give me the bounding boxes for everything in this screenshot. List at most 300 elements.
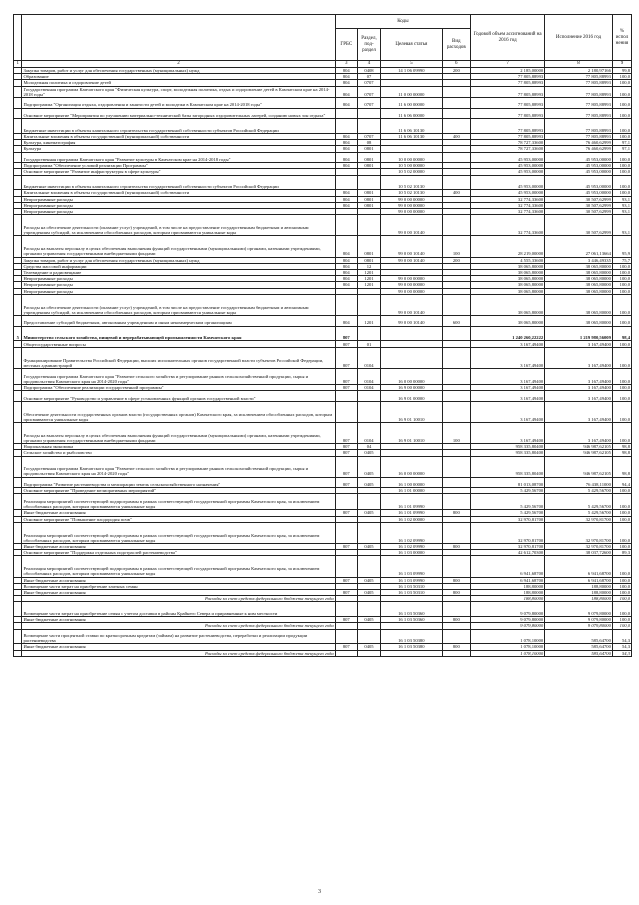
row-pct-cell: 98,8 bbox=[612, 444, 631, 450]
row-cs-cell: 16 1 03 09990 bbox=[381, 556, 442, 577]
row-razdel-cell: 0104 bbox=[357, 422, 380, 443]
row-razdel-cell: 0707 bbox=[357, 134, 380, 140]
row-fact-cell: 32 970,81700 bbox=[545, 543, 613, 549]
row-razdel-cell: 04 bbox=[357, 444, 380, 450]
row-razdel-cell: 0707 bbox=[357, 98, 380, 109]
row-vr-cell: 100 bbox=[442, 236, 471, 257]
row-fact-cell: 38 065,80000 bbox=[545, 316, 613, 327]
row-razdel-cell: 1201 bbox=[357, 276, 380, 282]
row-pct-cell: 100,0 bbox=[612, 190, 631, 196]
row-vr-cell bbox=[442, 477, 471, 488]
row-grbs-cell: 807 bbox=[335, 589, 357, 595]
table-row bbox=[14, 494, 632, 510]
col-num-7: 7 bbox=[471, 61, 545, 68]
row-plan-cell: 45 953,00000 bbox=[471, 175, 545, 190]
row-fact-cell: 946 987,62105 bbox=[545, 456, 613, 477]
row-plan-cell: 77 805,88993 bbox=[471, 108, 545, 119]
row-plan-cell: 3 167,49400 bbox=[471, 401, 545, 422]
row-plan-cell: 77 805,88993 bbox=[471, 119, 545, 134]
row-fact-cell: 6 941,68700 bbox=[545, 577, 613, 583]
row-name-cell: Непрограммные расходы bbox=[22, 282, 335, 288]
row-fact-cell: 9 079,80000 bbox=[545, 602, 613, 617]
row-fact-cell: 188,80000 bbox=[545, 583, 613, 589]
row-grbs-cell: 807 bbox=[335, 369, 357, 385]
row-cs-cell: 16 1 02 09990 bbox=[381, 522, 442, 543]
row-name-cell: Непрограммные расходы bbox=[22, 288, 335, 294]
row-grbs-cell: 807 bbox=[335, 450, 357, 456]
row-fact-cell: 30 507,62999 bbox=[545, 209, 613, 215]
row-name-cell: Закупка товаров, работ и услуг для обеспечения государственных (муниципальных) нужд bbox=[22, 257, 335, 263]
row-pct-cell: 97,1 bbox=[612, 146, 631, 152]
row-grbs-cell: 804 bbox=[335, 196, 357, 202]
row-number-cell bbox=[14, 650, 22, 656]
table-row bbox=[14, 369, 632, 385]
row-fact-cell: 77 805,88993 bbox=[545, 108, 613, 119]
row-cs-cell: 16 1 00 00000 bbox=[381, 477, 442, 488]
table-row bbox=[14, 456, 632, 477]
row-grbs-cell: 807 bbox=[335, 347, 357, 368]
row-name-cell: Реализация мероприятий соответствующей подпрограммы в рамках соответствующей государственной программы Камчатского края, за исключением обособленных расходов, которым присваиваются уникальные коды bbox=[22, 494, 335, 510]
row-fact-cell: 3 446,49335 bbox=[545, 257, 613, 263]
row-grbs-cell bbox=[335, 556, 357, 577]
table-row bbox=[14, 401, 632, 422]
row-cs-cell: 99 0 00 00000 bbox=[381, 209, 442, 215]
row-cs-cell: 99 0 00 00000 bbox=[381, 288, 442, 294]
row-pct-cell: 75,7 bbox=[612, 257, 631, 263]
row-pct-cell: 100,0 bbox=[612, 108, 631, 119]
row-name-cell: Расходы за счет средств федерального бюджета текущего года bbox=[22, 596, 335, 602]
row-grbs-cell: 804 bbox=[335, 236, 357, 257]
row-cs-cell: 16 1 03 50360 bbox=[381, 602, 442, 617]
row-name-cell: Образование bbox=[22, 74, 335, 80]
row-cs-cell: 16 1 03 50360 bbox=[381, 617, 442, 623]
row-plan-cell: 1 078,10000 bbox=[471, 644, 545, 650]
row-name-cell: Возмещение части процентной ставки по краткосрочным кредитам (займам) на развитие растениеводства, переработки и реализации продукции растениеводства bbox=[22, 629, 335, 644]
row-vr-cell bbox=[442, 294, 471, 315]
table-row bbox=[14, 556, 632, 577]
row-name-cell: Подпрограмма "Организация отдыха, оздоровления и занятости детей и молодежи в Камчатском крае на 2014-2018 годы" bbox=[22, 98, 335, 109]
row-name-cell: Основное мероприятие "Повышение плодородия почв" bbox=[22, 516, 335, 522]
row-name-cell: Обеспечение деятельности государственных органов власти (государственных органов) Камчатского края, за исключением обособленных расходов, которым присваиваются уникальные коды bbox=[22, 401, 335, 422]
row-grbs-cell: 804 bbox=[335, 68, 357, 74]
row-pct-cell: 89,3 bbox=[612, 550, 631, 556]
row-name-cell: Реализация мероприятий соответствующей подпрограммы в рамках соответствующей государственной программы Камчатского края, за исключением обособленных расходов, которым присваиваются уникальные коды bbox=[22, 522, 335, 543]
row-cs-cell: 99 0 00 10140 bbox=[381, 257, 442, 263]
row-grbs-cell: 807 bbox=[335, 543, 357, 549]
row-vr-cell: 400 bbox=[442, 134, 471, 140]
row-grbs-cell: 807 bbox=[335, 577, 357, 583]
row-name-cell: Подпрограмма "Обеспечение реализации государственной программы" bbox=[22, 384, 335, 390]
row-name-cell: Государственная программа Камчатского края "Развитие сельского хозяйства и регулирование рынков сельскохозяйственной продукции, сырья и продовольствия Камчатского края на 2014-2020 годы" bbox=[22, 369, 335, 385]
row-pct-cell: 98,8 bbox=[612, 456, 631, 477]
row-plan-cell: 3 167,49400 bbox=[471, 347, 545, 368]
row-number-cell bbox=[14, 401, 22, 422]
row-name-cell: Иные бюджетные ассигнования bbox=[22, 543, 335, 549]
row-name-cell: Иные бюджетные ассигнования bbox=[22, 510, 335, 516]
row-pct-cell: 95,9 bbox=[612, 236, 631, 257]
row-vr-cell bbox=[442, 326, 471, 341]
row-vr-cell bbox=[442, 119, 471, 134]
row-fact-cell: 45 953,00000 bbox=[545, 152, 613, 163]
row-razdel-cell bbox=[357, 326, 380, 341]
row-cs-cell: 10 5 02 00000 bbox=[381, 169, 442, 175]
row-fact-cell: 188,80000 bbox=[545, 589, 613, 595]
row-fact-cell: 45 953,00000 bbox=[545, 190, 613, 196]
row-grbs-cell: 804 bbox=[335, 146, 357, 152]
table-body bbox=[14, 68, 632, 657]
row-vr-cell: 800 bbox=[442, 510, 471, 516]
row-name-cell: Основное мероприятие "Мероприятия по улучшению материально-технической базы загородных оздоровительных лагерей, созданию новых зон отдыха" bbox=[22, 108, 335, 119]
budget-execution-table bbox=[13, 14, 632, 657]
row-cs-cell: 16 0 00 00000 bbox=[381, 456, 442, 477]
row-grbs-cell bbox=[335, 108, 357, 119]
row-fact-cell: 30 507,62999 bbox=[545, 215, 613, 236]
row-razdel-cell: 1201 bbox=[357, 270, 380, 276]
row-razdel-cell bbox=[357, 119, 380, 134]
row-plan-cell: 6 941,68700 bbox=[471, 556, 545, 577]
row-cs-cell: 11 6 06 00000 bbox=[381, 108, 442, 119]
row-grbs-cell: 804 bbox=[335, 163, 357, 169]
row-pct-cell: 100,0 bbox=[612, 341, 631, 347]
row-grbs-cell: 807 bbox=[335, 384, 357, 390]
row-pct-cell: 100,0 bbox=[612, 288, 631, 294]
row-vr-cell bbox=[442, 391, 471, 402]
row-fact-cell: 38 065,80000 bbox=[545, 294, 613, 315]
row-grbs-cell bbox=[335, 494, 357, 510]
row-pct-cell: 100,0 bbox=[612, 169, 631, 175]
row-name-cell: Иные бюджетные ассигнования bbox=[22, 644, 335, 650]
row-pct-cell: 98,8 bbox=[612, 450, 631, 456]
row-fact-cell: 77 805,88993 bbox=[545, 74, 613, 80]
row-pct-cell: 100,0 bbox=[612, 384, 631, 390]
row-fact-cell: 946 987,62105 bbox=[545, 450, 613, 456]
row-plan-cell: 38 065,80000 bbox=[471, 316, 545, 327]
row-grbs-cell bbox=[335, 294, 357, 315]
row-grbs-cell: 804 bbox=[335, 202, 357, 208]
row-number-cell: 5 bbox=[14, 326, 22, 341]
row-fact-cell: 77 805,88993 bbox=[545, 86, 613, 97]
row-name-cell: Реализация мероприятий соответствующей подпрограммы в рамках соответствующей государственной программы Камчатского края, за исключением обособленных расходов, которым присваиваются уникальные коды bbox=[22, 556, 335, 577]
header-pct: % испол нения bbox=[612, 15, 631, 61]
row-grbs-cell: 807 bbox=[335, 644, 357, 650]
row-fact-cell: 3 167,49400 bbox=[545, 347, 613, 368]
row-number-cell bbox=[14, 456, 22, 477]
row-plan-cell: 78 727,33600 bbox=[471, 146, 545, 152]
row-razdel-cell: 0405 bbox=[357, 589, 380, 595]
table-row bbox=[14, 108, 632, 119]
row-plan-cell: 32 774,33600 bbox=[471, 209, 545, 215]
row-pct-cell: 100,0 bbox=[612, 543, 631, 549]
row-razdel-cell: 0801 bbox=[357, 146, 380, 152]
row-pct-cell: 100,0 bbox=[612, 401, 631, 422]
table-row bbox=[14, 119, 632, 134]
row-pct-cell: 100,0 bbox=[612, 556, 631, 577]
row-name-cell: Расходы за счет средств федерального бюджета текущего года bbox=[22, 650, 335, 656]
row-plan-cell: 45 953,00000 bbox=[471, 163, 545, 169]
row-name-cell: Расходы на обеспечение деятельности (оказание услуг) учреждений, в том числе на предоставление государственным бюджетным и автономным учреждениям субсидий, за исключением обособленных расходов, которым присваиваются уникальные коды bbox=[22, 294, 335, 315]
row-pct-cell: 54,3 bbox=[612, 629, 631, 644]
row-pct-cell: 100,0 bbox=[612, 294, 631, 315]
row-number-cell bbox=[14, 215, 22, 236]
row-cs-cell bbox=[381, 650, 442, 656]
row-fact-cell: 76 438,11000 bbox=[545, 477, 613, 488]
row-name-cell: Иные бюджетные ассигнования bbox=[22, 589, 335, 595]
row-plan-cell: 32 970,81700 bbox=[471, 516, 545, 522]
row-name-cell: Бюджетные инвестиции в объекты капитального строительства государственной собственности субъектов Российской Федерации bbox=[22, 175, 335, 190]
row-cs-cell: 10 0 00 00000 bbox=[381, 152, 442, 163]
row-razdel-cell: 01 bbox=[357, 341, 380, 347]
row-plan-cell: 958 335,80400 bbox=[471, 444, 545, 450]
row-cs-cell: 16 9 00 00000 bbox=[381, 384, 442, 390]
row-cs-cell: 16 9 01 00000 bbox=[381, 391, 442, 402]
row-razdel-cell: 0405 bbox=[357, 543, 380, 549]
row-pct-cell: 100,0 bbox=[612, 516, 631, 522]
row-cs-cell: 16 1 02 00000 bbox=[381, 516, 442, 522]
row-fact-cell: 5 429,56700 bbox=[545, 488, 613, 494]
row-razdel-cell bbox=[357, 629, 380, 644]
row-vr-cell bbox=[442, 522, 471, 543]
row-razdel-cell: 07 bbox=[357, 74, 380, 80]
row-vr-cell: 200 bbox=[442, 68, 471, 74]
row-grbs-cell: 807 bbox=[335, 341, 357, 347]
row-grbs-cell: 804 bbox=[335, 134, 357, 140]
row-fact-cell: 3 167,49400 bbox=[545, 401, 613, 422]
row-razdel-cell bbox=[357, 401, 380, 422]
row-razdel-cell bbox=[357, 215, 380, 236]
header-vr: Вид расходов bbox=[442, 29, 471, 61]
row-number-cell bbox=[14, 391, 22, 402]
row-fact-cell: 76 460,62999 bbox=[545, 146, 613, 152]
row-grbs-cell bbox=[335, 401, 357, 422]
row-plan-cell: 9 079,80000 bbox=[471, 617, 545, 623]
page-number: 3 bbox=[318, 889, 321, 895]
row-plan-cell: 32 774,33600 bbox=[471, 202, 545, 208]
row-grbs-cell: 804 bbox=[335, 282, 357, 288]
row-fact-cell: 2 180,97166 bbox=[545, 68, 613, 74]
row-name-cell: Функционирование Правительства Российской Федерации, высших исполнительных органов государственной власти субъектов Российской Федерации, местных администраций bbox=[22, 347, 335, 368]
row-razdel-cell bbox=[357, 294, 380, 315]
row-name-cell: Расходы на обеспечение деятельности (оказание услуг) учреждений, в том числе на предоставление государственным бюджетным и автономным учреждениям субсидий, за исключением обособленных расходов, которым присваиваются уникальные коды bbox=[22, 215, 335, 236]
row-pct-cell: 100,0 bbox=[612, 617, 631, 623]
table-row bbox=[14, 236, 632, 257]
row-razdel-cell: 0801 bbox=[357, 163, 380, 169]
row-pct-cell: 100,0 bbox=[612, 577, 631, 583]
row-name-cell: Молодежная политика и оздоровление детей bbox=[22, 80, 335, 86]
federal-budget-note-row bbox=[14, 650, 632, 656]
row-pct-cell: 100,0 bbox=[612, 596, 631, 602]
row-name-cell: Расходы за счет средств федерального бюджета текущего года bbox=[22, 623, 335, 629]
row-cs-cell: 10 5 02 10130 bbox=[381, 190, 442, 196]
row-pct-cell: 100,0 bbox=[612, 276, 631, 282]
row-cs-cell: 16 1 03 00000 bbox=[381, 550, 442, 556]
header-num-cell bbox=[14, 15, 22, 61]
row-number-cell bbox=[14, 369, 22, 385]
row-plan-cell: 188,80000 bbox=[471, 583, 545, 589]
row-cs-cell: 16 1 01 09990 bbox=[381, 494, 442, 510]
row-pct-cell: 100,0 bbox=[612, 602, 631, 617]
row-vr-cell: 800 bbox=[442, 644, 471, 650]
row-vr-cell bbox=[442, 650, 471, 656]
row-vr-cell: 800 bbox=[442, 577, 471, 583]
row-name-cell: Сельское хозяйство и рыболовство bbox=[22, 450, 335, 456]
row-cs-cell: 16 1 01 09990 bbox=[381, 510, 442, 516]
row-plan-cell: 28 219,00000 bbox=[471, 236, 545, 257]
col-num-2: 2 bbox=[22, 61, 335, 68]
row-number-cell bbox=[14, 108, 22, 119]
row-grbs-cell: 804 bbox=[335, 190, 357, 196]
table-row bbox=[14, 316, 632, 327]
row-fact-cell: 77 805,88993 bbox=[545, 98, 613, 109]
row-razdel-cell: 0104 bbox=[357, 369, 380, 385]
row-plan-cell: 32 970,81700 bbox=[471, 522, 545, 543]
row-pct-cell: 100,0 bbox=[612, 488, 631, 494]
row-cs-cell: 10 5 00 00000 bbox=[381, 163, 442, 169]
row-vr-cell bbox=[442, 347, 471, 368]
row-razdel-cell: 0405 bbox=[357, 510, 380, 516]
row-name-cell: Предоставление субсидий бюджетным, автономным учреждениям и иным некоммерческим организациям bbox=[22, 316, 335, 327]
row-razdel-cell: 0405 bbox=[357, 577, 380, 583]
row-grbs-cell: 804 bbox=[335, 270, 357, 276]
row-plan-cell: 32 970,81700 bbox=[471, 543, 545, 549]
row-fact-cell: 38 065,80000 bbox=[545, 276, 613, 282]
row-fact-cell: 5 429,56700 bbox=[545, 494, 613, 510]
row-number-cell bbox=[14, 316, 22, 327]
row-pct-cell: 93,1 bbox=[612, 209, 631, 215]
row-grbs-cell: 804 bbox=[335, 152, 357, 163]
row-cs-cell: 10 5 02 10130 bbox=[381, 175, 442, 190]
table-row bbox=[14, 347, 632, 368]
row-vr-cell bbox=[442, 456, 471, 477]
row-grbs-cell: 804 bbox=[335, 276, 357, 282]
row-pct-cell: 100,0 bbox=[612, 583, 631, 589]
row-plan-cell: 9 079,80000 bbox=[471, 602, 545, 617]
col-num-5: 5 bbox=[381, 61, 442, 68]
row-fact-cell: 3 167,49400 bbox=[545, 341, 613, 347]
row-plan-cell: 3 167,49400 bbox=[471, 341, 545, 347]
row-razdel-cell bbox=[357, 108, 380, 119]
row-razdel-cell: 0801 bbox=[357, 257, 380, 263]
col-num-8: 8 bbox=[545, 61, 613, 68]
row-razdel-cell: 0405 bbox=[357, 450, 380, 456]
row-name-cell: Государственная программа Камчатского края "Развитие сельского хозяйства и регулирование рынков сельскохозяйственной продукции, сырья и продовольствия Камчатского края на 2014-2020 годы" bbox=[22, 456, 335, 477]
row-plan-cell: 9 079,80000 bbox=[471, 623, 545, 629]
row-fact-cell: 38 065,80000 bbox=[545, 288, 613, 294]
row-vr-cell bbox=[442, 98, 471, 109]
row-fact-cell: 9 079,80000 bbox=[545, 617, 613, 623]
row-razdel-cell bbox=[357, 391, 380, 402]
row-name-cell: Иные бюджетные ассигнования bbox=[22, 577, 335, 583]
row-name-cell: Подпрограмма "Обеспечение условий реализации Программы" bbox=[22, 163, 335, 169]
row-number-cell bbox=[14, 602, 22, 617]
row-razdel-cell bbox=[357, 494, 380, 510]
row-name-cell: Основное мероприятие "Проведение мелиоративных мероприятий" bbox=[22, 488, 335, 494]
row-fact-cell: 45 953,00000 bbox=[545, 169, 613, 175]
row-name-cell: Основное мероприятие "Развитие инфраструктуры в сфере культуры" bbox=[22, 169, 335, 175]
row-plan-cell: 45 953,00000 bbox=[471, 190, 545, 196]
row-vr-cell bbox=[442, 108, 471, 119]
row-fact-cell: 585,64700 bbox=[545, 629, 613, 644]
row-vr-cell bbox=[442, 494, 471, 510]
row-name-cell: Государственная программа Камчатского края "Развитие культуры в Камчатском крае на 2014-2018 годы" bbox=[22, 152, 335, 163]
table-row bbox=[14, 522, 632, 543]
row-fact-cell: 6 941,68700 bbox=[545, 556, 613, 577]
row-pct-cell: 100,0 bbox=[612, 589, 631, 595]
row-vr-cell bbox=[442, 152, 471, 163]
row-pct-cell: 54,3 bbox=[612, 644, 631, 650]
row-grbs-cell: 807 bbox=[335, 617, 357, 623]
row-fact-cell: 585,64700 bbox=[545, 650, 613, 656]
row-name-cell: Государственная программа Камчатского края "Физическая культура, спорт, молодежная политика, отдых и оздоровление детей в Камчатском крае на 2014-2018 годы" bbox=[22, 86, 335, 97]
row-cs-cell: 16 1 03 50380 bbox=[381, 629, 442, 644]
row-plan-cell: 1 240 260,22222 bbox=[471, 326, 545, 341]
row-razdel-cell: 0405 bbox=[357, 644, 380, 650]
row-vr-cell: 800 bbox=[442, 617, 471, 623]
row-plan-cell: 38 065,80000 bbox=[471, 270, 545, 276]
row-name-cell: Расходы на выплаты персоналу в целях обеспечения выполнения функций государственными (муниципальными) органами, казенными учреждениями, органами управления государственными внебюджетными фондами bbox=[22, 422, 335, 443]
row-razdel-cell: 1201 bbox=[357, 316, 380, 327]
row-plan-cell: 77 805,88993 bbox=[471, 86, 545, 97]
row-grbs-cell: 807 bbox=[335, 326, 357, 341]
row-grbs-cell: 804 bbox=[335, 140, 357, 146]
column-number-row bbox=[14, 61, 632, 68]
row-cs-cell: 99 0 00 00000 bbox=[381, 196, 442, 202]
row-fact-cell: 77 805,88993 bbox=[545, 80, 613, 86]
row-fact-cell: 77 805,88993 bbox=[545, 119, 613, 134]
row-razdel-cell: 12 bbox=[357, 263, 380, 269]
row-cs-cell: 99 0 00 10140 bbox=[381, 316, 442, 327]
row-plan-cell: 81 013,08700 bbox=[471, 477, 545, 488]
row-grbs-cell bbox=[335, 522, 357, 543]
row-plan-cell: 5 429,56700 bbox=[471, 494, 545, 510]
row-fact-cell: 38 037,72600 bbox=[545, 550, 613, 556]
row-razdel-cell bbox=[357, 522, 380, 543]
table-row bbox=[14, 175, 632, 190]
row-name-cell: Капитальные вложения в объекты государственной (муниципальной) собственности bbox=[22, 134, 335, 140]
row-plan-cell: 3 167,49400 bbox=[471, 369, 545, 385]
row-razdel-cell: 0801 bbox=[357, 236, 380, 257]
row-grbs-cell: 804 bbox=[335, 86, 357, 97]
row-pct-cell: 97,1 bbox=[612, 140, 631, 146]
row-plan-cell: 77 805,88993 bbox=[471, 98, 545, 109]
row-fact-cell: 3 167,49400 bbox=[545, 384, 613, 390]
row-plan-cell: 38 065,80000 bbox=[471, 276, 545, 282]
row-plan-cell: 38 065,80000 bbox=[471, 263, 545, 269]
row-pct-cell: 54,3 bbox=[612, 650, 631, 656]
row-cs-cell bbox=[381, 347, 442, 368]
row-cs-cell: 11 6 06 10130 bbox=[381, 134, 442, 140]
row-plan-cell: 958 335,80400 bbox=[471, 456, 545, 477]
row-vr-cell: 800 bbox=[442, 543, 471, 549]
row-vr-cell: 600 bbox=[442, 316, 471, 327]
row-plan-cell: 38 065,80000 bbox=[471, 282, 545, 288]
col-num-3: 3 bbox=[335, 61, 357, 68]
row-cs-cell: 16 0 00 00000 bbox=[381, 369, 442, 385]
table-row bbox=[14, 86, 632, 97]
row-vr-cell: 800 bbox=[442, 589, 471, 595]
table-row bbox=[14, 152, 632, 163]
row-grbs-cell bbox=[335, 650, 357, 656]
row-pct-cell: 100,0 bbox=[612, 282, 631, 288]
row-cs-cell: 99 0 00 00000 bbox=[381, 202, 442, 208]
row-grbs-cell: 807 bbox=[335, 444, 357, 450]
row-plan-cell: 3 167,49400 bbox=[471, 391, 545, 402]
header-cs: Целевая статья bbox=[381, 29, 442, 61]
row-grbs-cell: 804 bbox=[335, 98, 357, 109]
row-grbs-cell: 807 bbox=[335, 422, 357, 443]
row-fact-cell: 3 167,49400 bbox=[545, 422, 613, 443]
row-cs-cell: 16 1 03 50380 bbox=[381, 644, 442, 650]
row-razdel-cell: 0801 bbox=[357, 196, 380, 202]
